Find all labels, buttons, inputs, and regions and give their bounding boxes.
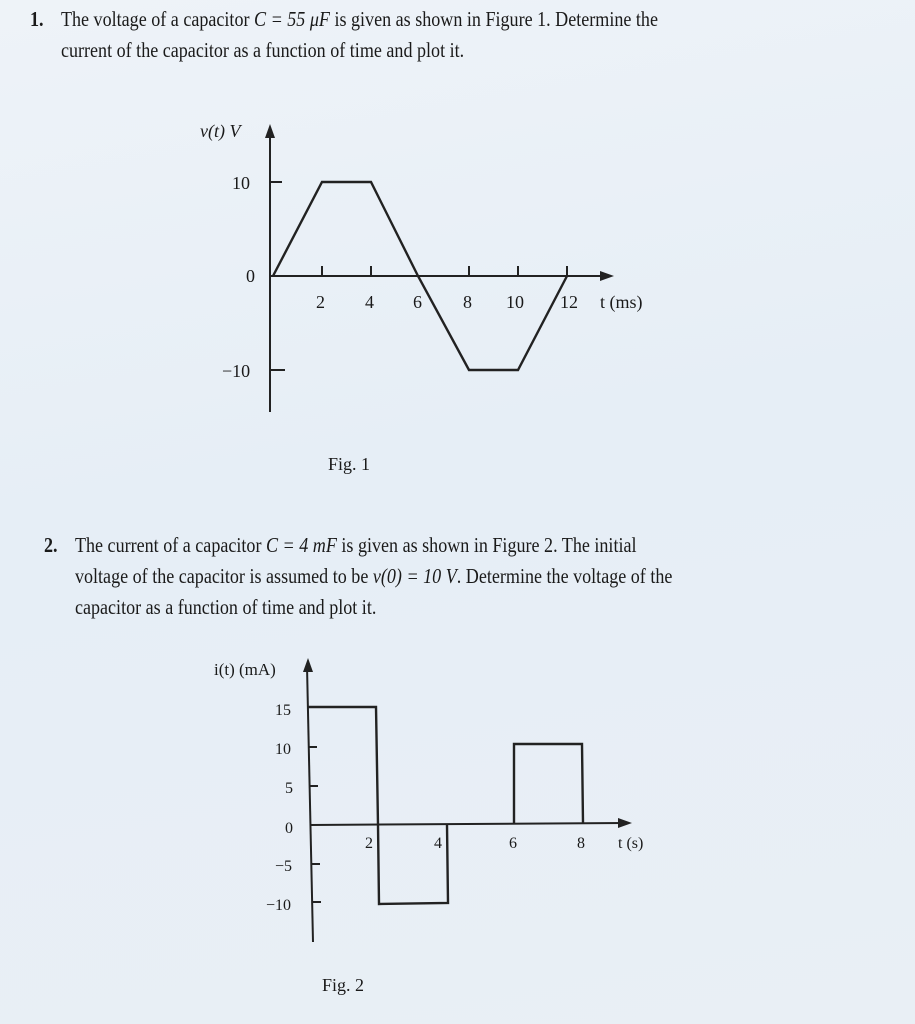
svg-text:12: 12 [560,292,578,312]
svg-text:4: 4 [434,835,442,852]
svg-text:−5: −5 [275,858,293,875]
fig2-x-label: t (s) [618,835,644,852]
capacitance: C = 55 μF [254,7,330,31]
initial-voltage: v(0) = 10 V [372,564,457,588]
svg-text:4: 4 [365,292,374,312]
svg-text:5: 5 [285,780,293,797]
figure-1-caption: Fig. 1 [328,454,371,474]
svg-text:2: 2 [316,292,325,312]
capacitance: C = 4 mF [265,533,337,557]
svg-text:8: 8 [577,835,585,852]
svg-text:2: 2 [365,835,373,852]
svg-text:6: 6 [509,835,517,852]
svg-text:15: 15 [275,702,291,719]
fig1-y-label: v(t) V [200,121,241,141]
figure-2-chart [0,640,915,970]
svg-text:10: 10 [506,292,524,312]
svg-text:8: 8 [463,292,472,312]
svg-text:10: 10 [275,741,291,758]
svg-text:−10: −10 [222,361,251,381]
fig1-x-label: t (ms) [600,292,643,312]
fig2-y-label: i(t) (mA) [214,660,276,679]
svg-text:0: 0 [285,820,293,837]
problem-number: 2. [44,533,58,557]
problem-2: 2. The current of a capacitor C = 4 mF is given as shown in Figure 2. The initial voltage of the capacitor is assumed to be v(0) = 10 V. Determine the voltage of the capacitor as a function of time and plot it. [44,530,672,623]
svg-text:−10: −10 [266,897,292,914]
svg-text:6: 6 [413,292,422,312]
svg-text:10: 10 [232,173,250,193]
problem-1: 1. The voltage of a capacitor C = 55 μF is given as shown in Figure 1. Determine the current of the capacitor as a function of time and plot it. [30,4,658,66]
figure-2-caption: Fig. 2 [322,975,365,995]
svg-text:0: 0 [246,266,255,286]
problem-number: 1. [30,7,44,31]
